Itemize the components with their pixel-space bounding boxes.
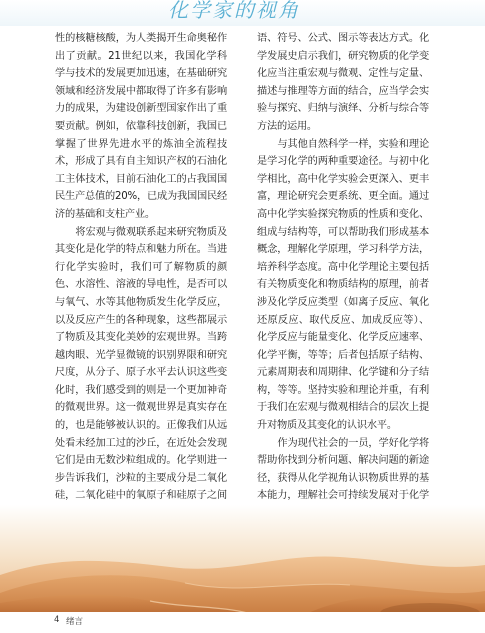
footer-section-title: 绪言: [66, 617, 84, 627]
running-header-title: 化学家的视角: [168, 0, 300, 22]
right-paragraph-2: 与其他自然科学一样，实验和理论是学习化学的两种重要途径。与初中化学相比，高中化学实验会更深入、更丰富，理论研究会更系统、更全面。通过高中化学实验探究物质的性质和变化、组成与结构等，可以帮助我们形成基本概念，理解化学原理，学习科学方法，培养科学态度。高中化学理论主要包括有关物质变化和物质结构的原理，前者涉及化学反应类型（如离子反应、氧化还原反应、取代反应、加成反应等）、化学反应与能量变化、化学反应速率、化学平衡，等等；后者包括原子结构、元素周期表和周期律、化学键和分子结构，等等。坚持实验和理论并重，有利于我们在宏观与微观相结合的层次上提升对物质及其变化的认识水平。: [257, 138, 429, 432]
header-band: [0, 0, 485, 26]
right-text-column: [257, 30, 429, 575]
page-number: 4: [54, 615, 60, 625]
left-paragraph-2: 将宏观与微观联系起来研究物质及其变化是化学的特点和魅力所在。当进行化学实验时，我们可了解物质的颜色、水溶性、溶液的导电性，是否可以与氧气、水等其他物质发生化学反应，以及反应产生的各种现象，这些都展示了物质及其变化美妙的宏观世界。当跨越肉眼、光学显微镜的识别界限和研究尺度，从分子、原子水平去认识这些变化时，我们感受到的则是一个更加神奇的微观世界。这一微观世界是真实存在的，也是能够被认识的。正像我们从远处看未经加工过的沙丘，在近处会发现它们是由无数沙粒组成的。化学则进一步告诉我们，沙粒的主要成分是二氧化硅，二氧化硅中的氧原子和硅原子之间: [55, 226, 227, 502]
left-paragraph-1: 性的核糖核酸，为人类揭开生命奥秘作出了贡献。21世纪以来，我国化学科学与技术的发展更加迅速，在基础研究领域和经济发展中都取得了许多有影响力的成果，为建设创新型国家作出了重要贡献。例如，依靠科技创新，我国已掌握了世界先进水平的炼油全流程技术，形成了具有自主知识产权的石油化工主体技术，目前石油化工的占我国国民生产总值的20%，已成为我国国民经济的基础和支柱产业。: [55, 33, 227, 220]
desert-illustration: [0, 505, 485, 617]
right-paragraph-3: 作为现代社会的一员，学好化学将帮助你找到分析问题、解决问题的新途径，获得从化学视角认识物质世界的基本能力，理解社会可持续发展对于化学: [257, 437, 429, 502]
right-paragraph-1: 语、符号、公式、图示等表达方式。化学发展史启示我们，研究物质的化学变化应当注重宏观与微观、定性与定量、描述与推理等方面的结合，应当学会实验与探究、归纳与演绎、分析与综合等方法的运用。: [257, 33, 429, 132]
